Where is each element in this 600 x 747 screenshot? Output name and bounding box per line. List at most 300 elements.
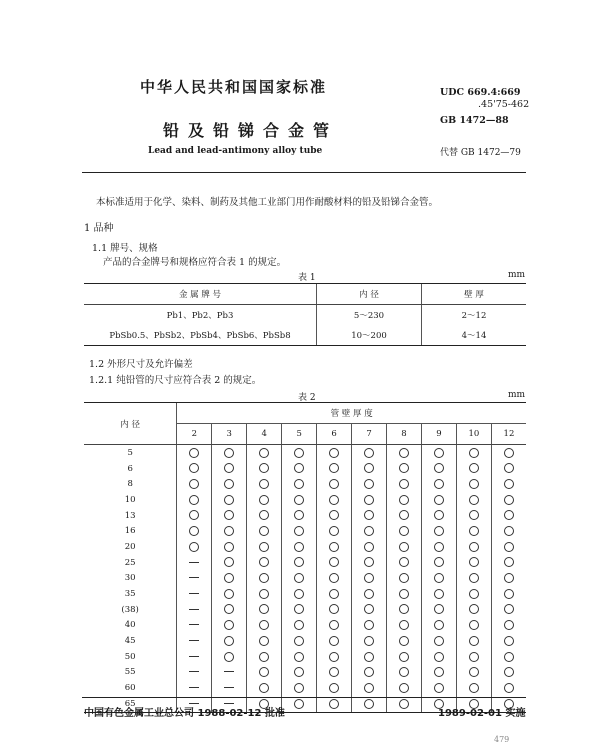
table2-cell-available	[317, 508, 352, 524]
table2-cell-unavailable	[177, 665, 212, 681]
available-circle-icon	[189, 526, 199, 536]
table2-cell-available	[352, 539, 387, 555]
table2-cell-available	[456, 633, 491, 649]
table2-thickness-header: 6	[317, 424, 352, 445]
table2-cell-available	[421, 476, 456, 492]
available-circle-icon	[469, 589, 479, 599]
available-circle-icon	[364, 463, 374, 473]
available-circle-icon	[329, 510, 339, 520]
table2-cell-available	[352, 680, 387, 696]
available-circle-icon	[504, 683, 514, 693]
table2-cell-available	[421, 461, 456, 477]
table2-cell-available	[421, 602, 456, 618]
table2-cell-available	[317, 696, 352, 712]
table2-cell-unavailable	[177, 555, 212, 571]
available-circle-icon	[294, 683, 304, 693]
table2-cell-available	[177, 476, 212, 492]
available-circle-icon	[329, 463, 339, 473]
section-1-heading: 1 品种	[84, 223, 114, 234]
available-circle-icon	[259, 542, 269, 552]
available-circle-icon	[294, 557, 304, 567]
table2-cell-available	[352, 618, 387, 634]
table2-cell-available	[421, 586, 456, 602]
available-circle-icon	[399, 636, 409, 646]
table2-cell-available	[317, 602, 352, 618]
available-circle-icon	[504, 448, 514, 458]
available-circle-icon	[399, 495, 409, 505]
available-circle-icon	[294, 589, 304, 599]
available-circle-icon	[434, 683, 444, 693]
table2-cell-available	[387, 523, 422, 539]
table2-cell-available	[177, 523, 212, 539]
table2-cell-available	[247, 539, 282, 555]
available-circle-icon	[329, 526, 339, 536]
table2-cell-available	[456, 508, 491, 524]
table2-cell-available	[247, 649, 282, 665]
table2-cell-unavailable	[177, 633, 212, 649]
table2-cell-available	[352, 492, 387, 508]
table2-thickness-header: 10	[456, 424, 491, 445]
table2-cell-available	[456, 618, 491, 634]
table2-inner-diameter: 60	[124, 683, 136, 694]
table2-row	[84, 461, 526, 477]
available-circle-icon	[294, 667, 304, 677]
available-circle-icon	[329, 667, 339, 677]
table2-cell-available	[387, 665, 422, 681]
table2-cell-available	[317, 618, 352, 634]
table2-caption: 表 2	[298, 393, 316, 403]
available-circle-icon	[364, 573, 374, 583]
table2-row	[84, 445, 526, 461]
table2-row	[84, 633, 526, 649]
table2-cell-unavailable	[212, 665, 247, 681]
document-title-en: Lead and lead-antimony alloy tube	[148, 146, 323, 156]
available-circle-icon	[434, 526, 444, 536]
available-circle-icon	[434, 557, 444, 567]
table2-cell-available	[317, 461, 352, 477]
table2-row	[84, 571, 526, 587]
table2-cell-available	[212, 539, 247, 555]
available-circle-icon	[399, 573, 409, 583]
table2-row	[84, 602, 526, 618]
available-circle-icon	[329, 495, 339, 505]
available-circle-icon	[329, 573, 339, 583]
table2-cell-available	[317, 445, 352, 461]
table2-row	[84, 618, 526, 634]
unavailable-dash-icon	[189, 562, 199, 563]
available-circle-icon	[259, 573, 269, 583]
table1-cell: Pb1、Pb2、Pb3	[166, 311, 234, 321]
table2-row	[84, 649, 526, 665]
table2-cell-available	[352, 571, 387, 587]
table2-cell-available	[247, 586, 282, 602]
available-circle-icon	[364, 589, 374, 599]
gb-number: GB 1472—88	[440, 115, 509, 126]
table2-thickness-header: 9	[421, 424, 456, 445]
table2-cell-available	[387, 461, 422, 477]
document-title-cn: 铅及铅锑合金管	[163, 121, 339, 140]
available-circle-icon	[434, 573, 444, 583]
table2-cell-available	[456, 571, 491, 587]
available-circle-icon	[294, 495, 304, 505]
table2-cell-available	[247, 445, 282, 461]
table1-cell: 2～12	[422, 305, 527, 326]
table2-cell-available	[212, 649, 247, 665]
table2-cell-available	[352, 696, 387, 712]
available-circle-icon	[364, 526, 374, 536]
table2-cell-available	[282, 696, 317, 712]
available-circle-icon	[364, 448, 374, 458]
unavailable-dash-icon	[189, 577, 199, 578]
available-circle-icon	[504, 557, 514, 567]
available-circle-icon	[224, 463, 234, 473]
available-circle-icon	[329, 589, 339, 599]
table2-cell-available	[491, 508, 526, 524]
table2-thickness-header: 7	[352, 424, 387, 445]
table2-thickness-header: 12	[491, 424, 526, 445]
table2-cell-available	[352, 633, 387, 649]
available-circle-icon	[259, 526, 269, 536]
table2-inner-diameter: 13	[124, 510, 136, 521]
table2-cell-available	[212, 555, 247, 571]
available-circle-icon	[294, 636, 304, 646]
available-circle-icon	[469, 526, 479, 536]
available-circle-icon	[259, 620, 269, 630]
available-circle-icon	[259, 557, 269, 567]
effective-date: 1989-02-01 实施	[438, 708, 526, 719]
available-circle-icon	[399, 448, 409, 458]
table2-cell-available	[282, 461, 317, 477]
table2-cell-available	[387, 633, 422, 649]
available-circle-icon	[504, 604, 514, 614]
unavailable-dash-icon	[189, 593, 199, 594]
table2-inner-diameter: 30	[124, 573, 136, 584]
available-circle-icon	[224, 526, 234, 536]
table2-cell-unavailable	[177, 586, 212, 602]
table2-cell-available	[491, 633, 526, 649]
table2-cell-available	[282, 523, 317, 539]
standard-title: 中华人民共和国国家标准	[140, 78, 328, 96]
available-circle-icon	[224, 573, 234, 583]
table1-header-inner-diameter: 内 径	[317, 284, 422, 305]
page-number: 479	[494, 735, 510, 744]
table2-cell-available	[352, 508, 387, 524]
table2-cell-available	[421, 680, 456, 696]
available-circle-icon	[329, 699, 339, 709]
table2-cell-available	[387, 618, 422, 634]
table2-cell-available	[387, 680, 422, 696]
table2-cell-available	[247, 523, 282, 539]
table2-cell-available	[282, 492, 317, 508]
table2-cell-available	[421, 539, 456, 555]
available-circle-icon	[504, 542, 514, 552]
table2-thickness-header: 3	[212, 424, 247, 445]
available-circle-icon	[504, 495, 514, 505]
unavailable-dash-icon	[189, 671, 199, 672]
available-circle-icon	[189, 495, 199, 505]
table2-cell-available	[421, 555, 456, 571]
available-circle-icon	[224, 495, 234, 505]
table2-cell-available	[352, 602, 387, 618]
unavailable-dash-icon	[224, 687, 234, 688]
table2-cell-available	[456, 555, 491, 571]
available-circle-icon	[224, 448, 234, 458]
unavailable-dash-icon	[189, 624, 199, 625]
available-circle-icon	[399, 479, 409, 489]
available-circle-icon	[434, 652, 444, 662]
table2-cell-available	[247, 508, 282, 524]
table2-cell-available	[387, 586, 422, 602]
table2-cell-available	[456, 602, 491, 618]
table2-cell-available	[352, 555, 387, 571]
available-circle-icon	[504, 526, 514, 536]
table1-header-grade: 金 属 牌 号	[84, 284, 317, 305]
available-circle-icon	[364, 620, 374, 630]
available-circle-icon	[259, 448, 269, 458]
table2-cell-available	[352, 665, 387, 681]
table1	[84, 283, 526, 346]
available-circle-icon	[364, 636, 374, 646]
available-circle-icon	[504, 510, 514, 520]
available-circle-icon	[469, 573, 479, 583]
table2-cell-available	[352, 586, 387, 602]
table2-cell-available	[456, 461, 491, 477]
table2-cell-available	[352, 476, 387, 492]
table2-cell-unavailable	[177, 649, 212, 665]
available-circle-icon	[469, 652, 479, 662]
available-circle-icon	[294, 573, 304, 583]
table2-cell-available	[177, 539, 212, 555]
section-1-2-1-text: 1.2.1 纯铅管的尺寸应符合表 2 的规定。	[89, 375, 262, 386]
table2-cell-available	[282, 586, 317, 602]
available-circle-icon	[189, 542, 199, 552]
table2-cell-available	[282, 539, 317, 555]
available-circle-icon	[224, 510, 234, 520]
table2-cell-available	[491, 618, 526, 634]
table2-cell-available	[247, 633, 282, 649]
table2-cell-available	[212, 618, 247, 634]
table2-cell-available	[491, 680, 526, 696]
available-circle-icon	[189, 463, 199, 473]
available-circle-icon	[224, 636, 234, 646]
available-circle-icon	[434, 589, 444, 599]
table2-cell-available	[421, 633, 456, 649]
table2-row	[84, 539, 526, 555]
unavailable-dash-icon	[189, 656, 199, 657]
table2-cell-unavailable	[177, 680, 212, 696]
available-circle-icon	[504, 573, 514, 583]
table2-cell-available	[212, 492, 247, 508]
available-circle-icon	[364, 652, 374, 662]
table2-inner-diameter: 6	[127, 463, 133, 474]
available-circle-icon	[189, 448, 199, 458]
available-circle-icon	[469, 463, 479, 473]
table2-inner-diameter: (38)	[121, 604, 139, 615]
available-circle-icon	[399, 699, 409, 709]
available-circle-icon	[364, 699, 374, 709]
table2-cell-available	[177, 492, 212, 508]
table2-cell-available	[491, 586, 526, 602]
table2-cell-available	[491, 555, 526, 571]
table2-cell-available	[282, 445, 317, 461]
table2-cell-available	[317, 555, 352, 571]
approval-note: 中国有色金属工业总公司 1988-02-12 批准	[84, 708, 285, 719]
table1-header-wall: 壁 厚	[422, 284, 527, 305]
available-circle-icon	[364, 683, 374, 693]
table2-cell-available	[247, 571, 282, 587]
available-circle-icon	[364, 667, 374, 677]
table2-cell-available	[282, 508, 317, 524]
table2-cell-available	[317, 680, 352, 696]
table2-cell-available	[387, 555, 422, 571]
table2-cell-available	[317, 633, 352, 649]
table2-cell-available	[352, 523, 387, 539]
available-circle-icon	[469, 636, 479, 646]
table2-cell-available	[491, 445, 526, 461]
table2-cell-available	[352, 461, 387, 477]
table2-cell-available	[421, 618, 456, 634]
table2-cell-available	[317, 523, 352, 539]
available-circle-icon	[469, 495, 479, 505]
available-circle-icon	[504, 589, 514, 599]
table2-cell-available	[491, 492, 526, 508]
intro-paragraph: 本标准适用于化学、染料、制药及其他工业部门用作耐酸材料的铅及铅锑合金管。	[96, 197, 439, 208]
table2-cell-available	[317, 649, 352, 665]
available-circle-icon	[364, 510, 374, 520]
table2-cell-unavailable	[177, 618, 212, 634]
table2-thickness-header: 2	[177, 424, 212, 445]
table2-thickness-header: 4	[247, 424, 282, 445]
table2-cell-available	[456, 649, 491, 665]
table2-cell-available	[282, 618, 317, 634]
available-circle-icon	[294, 699, 304, 709]
available-circle-icon	[259, 604, 269, 614]
table2-cell-available	[247, 555, 282, 571]
udc-code-continued: .45'75-462	[478, 99, 530, 110]
table1-cell: 4～14	[422, 325, 527, 346]
table2-cell-available	[212, 445, 247, 461]
table2-cell-available	[317, 492, 352, 508]
available-circle-icon	[469, 510, 479, 520]
table2-inner-diameter: 35	[124, 589, 136, 600]
table2-cell-available	[282, 649, 317, 665]
available-circle-icon	[294, 510, 304, 520]
available-circle-icon	[399, 542, 409, 552]
table2-cell-available	[456, 586, 491, 602]
section-1-2-heading: 1.2 外形尺寸及允许偏差	[89, 359, 193, 370]
available-circle-icon	[259, 636, 269, 646]
table2-thickness-header: 8	[387, 424, 422, 445]
table2-cell-available	[421, 523, 456, 539]
table2-cell-available	[247, 602, 282, 618]
table2-cell-available	[247, 618, 282, 634]
available-circle-icon	[364, 604, 374, 614]
table2-cell-available	[491, 665, 526, 681]
table2-row	[84, 665, 526, 681]
table1-caption: 表 1	[298, 273, 316, 283]
available-circle-icon	[399, 557, 409, 567]
table2-cell-available	[317, 476, 352, 492]
table2-cell-available	[212, 523, 247, 539]
table2	[84, 402, 526, 713]
table2-cell-available	[177, 508, 212, 524]
available-circle-icon	[224, 479, 234, 489]
available-circle-icon	[329, 683, 339, 693]
available-circle-icon	[259, 589, 269, 599]
available-circle-icon	[329, 652, 339, 662]
available-circle-icon	[469, 542, 479, 552]
available-circle-icon	[329, 479, 339, 489]
available-circle-icon	[399, 526, 409, 536]
table2-row	[84, 492, 526, 508]
table2-cell-available	[456, 476, 491, 492]
available-circle-icon	[469, 557, 479, 567]
available-circle-icon	[434, 448, 444, 458]
available-circle-icon	[399, 652, 409, 662]
table2-cell-available	[456, 680, 491, 696]
available-circle-icon	[504, 636, 514, 646]
available-circle-icon	[294, 463, 304, 473]
available-circle-icon	[434, 667, 444, 677]
table2-cell-available	[491, 649, 526, 665]
unavailable-dash-icon	[224, 671, 234, 672]
available-circle-icon	[259, 652, 269, 662]
available-circle-icon	[504, 479, 514, 489]
available-circle-icon	[294, 479, 304, 489]
table2-cell-available	[456, 492, 491, 508]
available-circle-icon	[434, 636, 444, 646]
table2-header-inner-diameter: 内 径	[84, 403, 177, 445]
table2-thickness-header: 5	[282, 424, 317, 445]
table2-cell-available	[421, 508, 456, 524]
table2-row	[84, 586, 526, 602]
available-circle-icon	[189, 510, 199, 520]
table2-cell-available	[282, 476, 317, 492]
table2-header-wall-thickness: 管 壁 厚 度	[177, 403, 526, 424]
available-circle-icon	[469, 667, 479, 677]
available-circle-icon	[399, 510, 409, 520]
table2-cell-available	[421, 445, 456, 461]
table2-unit: mm	[508, 390, 526, 400]
available-circle-icon	[259, 479, 269, 489]
table2-inner-diameter: 65	[84, 696, 177, 712]
table2-cell-available	[317, 665, 352, 681]
header-rule	[82, 172, 526, 173]
table2-cell-available	[387, 696, 422, 712]
table2-cell-available	[456, 523, 491, 539]
table2-inner-diameter: 40	[124, 620, 136, 631]
available-circle-icon	[259, 510, 269, 520]
table2-cell-available	[247, 476, 282, 492]
table2-inner-diameter: 50	[124, 651, 136, 662]
available-circle-icon	[259, 667, 269, 677]
table2-cell-available	[212, 508, 247, 524]
table2-cell-available	[317, 586, 352, 602]
table2-cell-unavailable	[212, 680, 247, 696]
table2-cell-available	[491, 523, 526, 539]
section-1-1-text: 产品的合金牌号和规格应符合表 1 的规定。	[103, 257, 287, 268]
available-circle-icon	[224, 620, 234, 630]
available-circle-icon	[504, 667, 514, 677]
section-1-1-heading: 1.1 牌号、规格	[92, 243, 158, 254]
table2-inner-diameter: 45	[124, 636, 136, 647]
available-circle-icon	[504, 620, 514, 630]
available-circle-icon	[329, 448, 339, 458]
available-circle-icon	[399, 620, 409, 630]
table2-cell-available	[212, 633, 247, 649]
table2-cell-unavailable	[177, 571, 212, 587]
available-circle-icon	[329, 604, 339, 614]
